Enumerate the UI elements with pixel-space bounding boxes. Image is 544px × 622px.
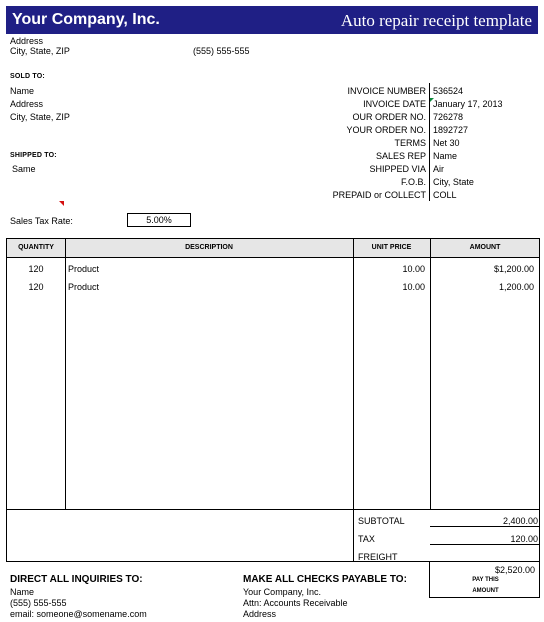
sales-rep-label: SALES REP [375, 151, 426, 161]
inquiries-name: Name [10, 587, 35, 597]
header-bar [6, 6, 538, 34]
cell-comment-marker [59, 201, 64, 206]
amount-cell: 1,200.00 [498, 282, 534, 292]
checks-attn: Attn: Accounts Receivable [243, 598, 348, 608]
subtotal-label: SUBTOTAL [358, 516, 405, 526]
header-unit-price: UNIT PRICE [371, 244, 412, 251]
shipped-via-label: SHIPPED VIA [369, 164, 426, 174]
prepaid-collect-value: COLL [433, 190, 457, 200]
your-order-no-label: YOUR ORDER NO. [346, 125, 426, 135]
your-order-no-value: 1892727 [433, 125, 469, 135]
sold-to-city-state-zip: City, State, ZIP [10, 112, 70, 122]
checks-address: Address [243, 609, 277, 619]
terms-value: Net 30 [433, 138, 460, 148]
sales-rep-value: Name [433, 151, 458, 161]
inquiries-email[interactable]: email: someone@somename.com [10, 609, 147, 619]
amount-label: AMOUNT [472, 588, 499, 594]
column-divider [353, 509, 354, 561]
quantity-cell: 120 [28, 264, 44, 274]
sales-tax-rate-field[interactable]: 5.00% [127, 213, 191, 227]
totals-section [6, 509, 540, 562]
inquiries-phone: (555) 555-555 [10, 598, 67, 608]
company-name: Your Company, Inc. [12, 11, 160, 28]
header-description: DESCRIPTION [185, 244, 233, 251]
inquiries-heading: DIRECT ALL INQUIRIES TO: [10, 574, 143, 585]
header-quantity: QUANTITY [18, 244, 54, 251]
checks-company: Your Company, Inc. [243, 587, 322, 597]
column-divider [65, 239, 66, 509]
shipped-to-label: SHIPPED TO: [10, 152, 57, 159]
quantity-cell: 120 [28, 282, 44, 292]
total-amount: $2,520.00 [494, 565, 535, 575]
amount-cell: $1,200.00 [493, 264, 534, 274]
invoice-date-value: January 17, 2013 [433, 99, 503, 109]
table-row[interactable] [7, 264, 539, 278]
invoice-date-label: INVOICE DATE [363, 99, 426, 109]
pay-this-label: PAY THIS [472, 577, 499, 583]
items-table [6, 238, 540, 510]
sales-tax-label: Sales Tax Rate: [10, 216, 73, 226]
totals-row-divider [430, 544, 540, 545]
shipped-to-value: Same [12, 164, 36, 174]
terms-label: TERMS [394, 138, 426, 148]
table-row[interactable] [7, 282, 539, 296]
our-order-no-label: OUR ORDER NO. [352, 112, 426, 122]
company-phone: (555) 555-555 [193, 46, 250, 56]
column-divider [353, 239, 354, 509]
invoice-number-label: INVOICE NUMBER [347, 86, 426, 96]
header-amount: AMOUNT [469, 244, 501, 251]
tax-label: TAX [358, 534, 375, 544]
our-order-no-value: 726278 [433, 112, 464, 122]
pay-this-amount-box [429, 562, 540, 598]
company-city-state-zip: City, State, ZIP [10, 46, 70, 56]
document-title: Auto repair receipt template [340, 11, 532, 30]
fob-value: City, State [433, 177, 474, 187]
fob-label: F.O.B. [400, 177, 426, 187]
shipped-via-value: Air [433, 164, 444, 174]
description-cell: Product [68, 282, 100, 292]
description-cell: Product [68, 264, 100, 274]
freight-label: FREIGHT [358, 552, 398, 562]
sold-to-label: SOLD TO: [10, 73, 45, 80]
invoice-number-value: 536524 [433, 86, 464, 96]
unit-price-cell: 10.00 [402, 282, 425, 292]
subtotal-value: 2,400.00 [502, 516, 538, 526]
unit-price-cell: 10.00 [402, 264, 425, 274]
column-divider [430, 239, 431, 509]
sold-to-address: Address [10, 99, 44, 109]
prepaid-collect-label: PREPAID or COLLECT [332, 190, 426, 200]
company-address: Address [10, 36, 44, 46]
tax-value: 120.00 [510, 534, 538, 544]
totals-row-divider [430, 526, 540, 527]
sold-to-name: Name [10, 86, 35, 96]
checks-heading: MAKE ALL CHECKS PAYABLE TO: [243, 574, 407, 585]
